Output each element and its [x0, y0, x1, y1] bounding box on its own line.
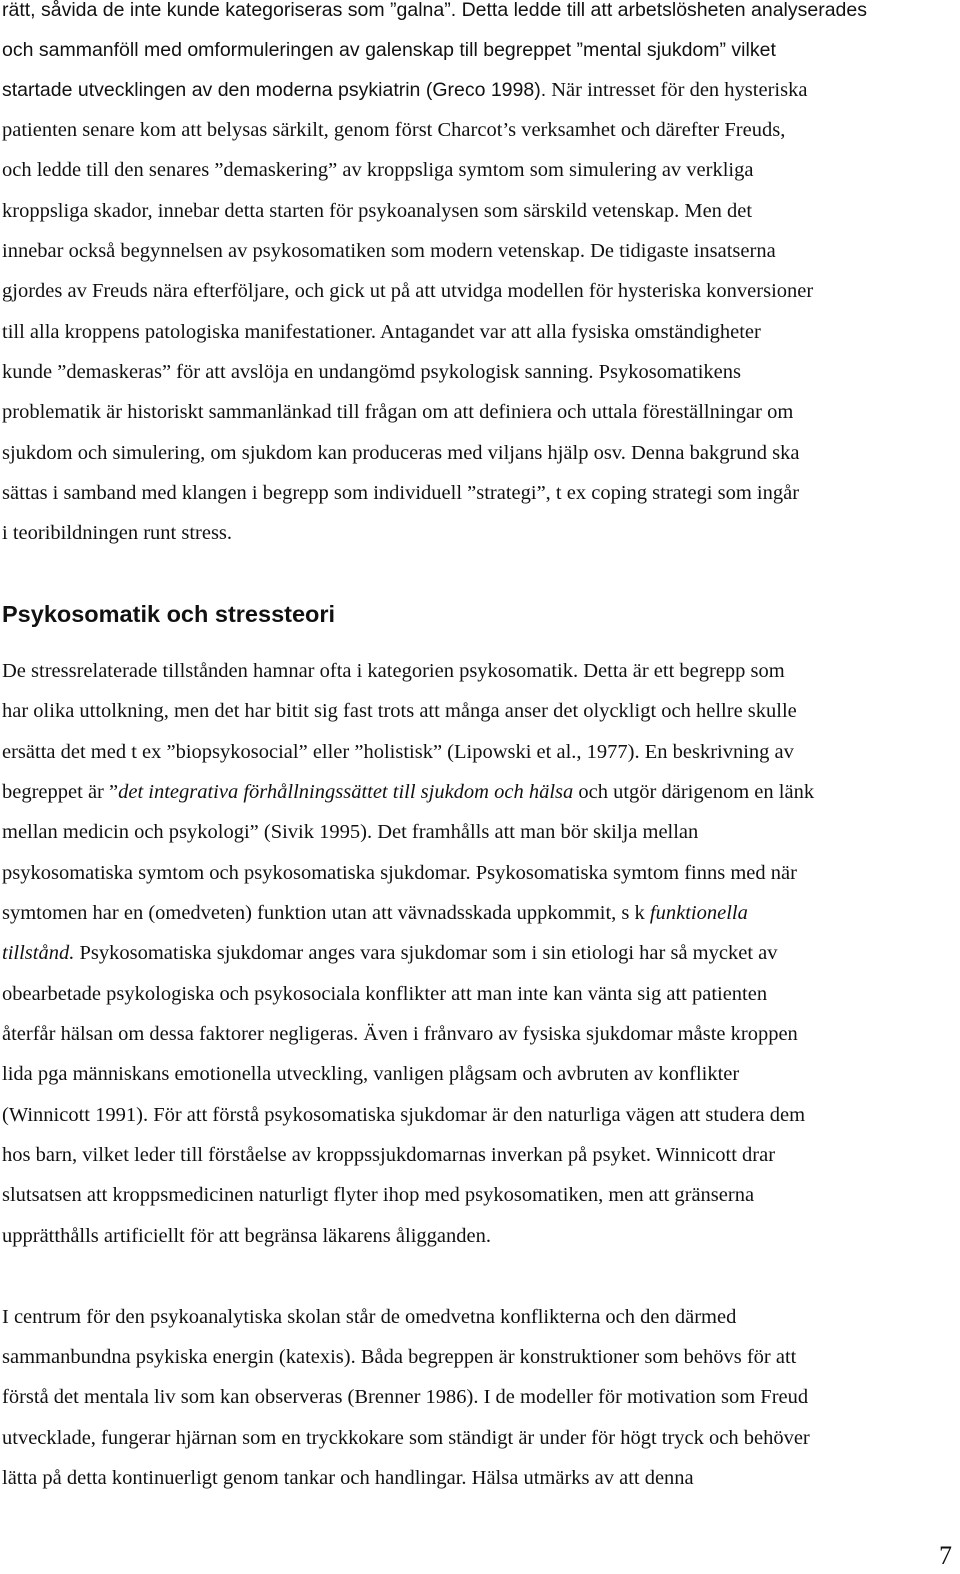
- paragraph-1-line-11: problematik är historiskt sammanlänkad till frågan om att definiera och uttala föreställningar om: [2, 401, 794, 423]
- paragraph-3-line-5: lätta på detta kontinuerligt genom tankar och handlingar. Hälsa utmärks av att denna: [2, 1467, 694, 1489]
- paragraph-2-line-9: obearbetade psykologiska och psykosociala konflikter att man inte kan vänta sig att patienten: [2, 983, 768, 1005]
- paragraph-2-line-8-post: Psykosomatiska sjukdomar anges vara sjukdomar som i sin etiologi har så mycket av: [74, 942, 778, 964]
- paragraph-1-line-8: gjordes av Freuds nära efterföljare, och gick ut på att utvidga modellen för hysteriska konversioner: [2, 280, 814, 302]
- paragraph-2-line-8-italic: tillstånd.: [2, 942, 75, 964]
- paragraph-2-line-12: (Winnicott 1991). För att förstå psykosomatiska sjukdomar är den naturliga vägen att studera dem: [2, 1104, 806, 1126]
- paragraph-1-line-7: innebar också begynnelsen av psykosomatiken som modern vetenskap. De tidigaste insatserna: [2, 240, 776, 262]
- paragraph-1-line-14: i teoribildningen runt stress.: [2, 522, 233, 544]
- paragraph-2-line-15: upprätthålls artificiellt för att begränsa läkarens åligganden.: [2, 1225, 491, 1247]
- paragraph-2-line-4: [2, 780, 814, 804]
- paragraph-1-line-3-part-b: När intresset för den hysteriska: [546, 79, 808, 101]
- paragraph-2-line-6: psykosomatiska symtom och psykosomatiska sjukdomar. Psykosomatiska symtom finns med när: [2, 862, 797, 884]
- page-number: 7: [939, 1541, 952, 1570]
- paragraph-1-line-3-part-a: startade utvecklingen av den moderna psykiatrin (Greco 1998).: [2, 79, 547, 101]
- paragraph-1-line-1: rätt, såvida de inte kunde kategoriseras som ”galna”. Detta ledde till att arbetslösheten analyserades: [2, 0, 867, 21]
- paragraph-2-line-1: De stressrelaterade tillstånden hamnar ofta i kategorien psykosomatik. Detta är ett begrepp som: [2, 660, 785, 682]
- paragraph-2-line-4-pre: begreppet är ”: [2, 781, 119, 803]
- paragraph-3-line-4: utvecklade, fungerar hjärnan som en tryckkokare som ständigt är under för högt tryck och behöver: [2, 1427, 810, 1449]
- paragraph-2-line-7-pre: symtomen har en (omedveten) funktion utan att vävnadsskada uppkommit, s k: [2, 902, 650, 924]
- paragraph-1-line-9: till alla kroppens patologiska manifestationer. Antagandet var att alla fysiska omständigheter: [2, 321, 761, 343]
- paragraph-1-line-12: sjukdom och simulering, om sjukdom kan produceras med viljans hjälp osv. Denna bakgrund ska: [2, 442, 800, 464]
- paragraph-2-line-10: återfår hälsan om dessa faktorer negligeras. Även i frånvaro av fysiska sjukdomar måste kroppen: [2, 1023, 798, 1045]
- paragraph-2-line-2: har olika uttolkning, men det har bitit sig fast trots att många anser det olyckligt och hellre skulle: [2, 700, 797, 722]
- paragraph-1-line-13: sättas i samband med klangen i begrepp som individuell ”strategi”, t ex coping strategi som ingår: [2, 482, 800, 504]
- paragraph-2-line-14: slutsatsen att kroppsmedicinen naturligt flyter ihop med psykosomatiken, men att gränserna: [2, 1184, 755, 1206]
- paragraph-1-line-2: och sammanföll med omformuleringen av galenskap till begreppet ”mental sjukdom” vilket: [2, 39, 776, 61]
- paragraph-2-line-4-italic: det integrativa förhållningssättet till sjukdom och hälsa: [118, 781, 574, 803]
- paragraph-1-line-5: och ledde till den senares ”demaskering” av kroppsliga symtom som simulering av verkliga: [2, 159, 754, 181]
- paragraph-3-line-3: förstå det mentala liv som kan observeras (Brenner 1986). I de modeller för motivation som Freud: [2, 1386, 809, 1408]
- paragraph-1-line-3: [2, 78, 807, 102]
- paragraph-1-line-6: kroppsliga skador, innebar detta starten för psykoanalysen som särskild vetenskap. Men det: [2, 200, 753, 222]
- paragraph-2-line-8: [2, 941, 778, 965]
- paragraph-2-line-4-post: och utgör därigenom en länk: [573, 781, 815, 803]
- paragraph-2-line-11: lida pga människans emotionella utveckling, vanligen plågsam och avbruten av konflikter: [2, 1063, 740, 1085]
- paragraph-2-line-5: mellan medicin och psykologi” (Sivik 1995). Det framhålls att man bör skilja mellan: [2, 821, 699, 843]
- paragraph-1-line-10: kunde ”demaskeras” för att avslöja en undangömd psykologisk sanning. Psykosomatikens: [2, 361, 742, 383]
- paragraph-2-line-13: hos barn, vilket leder till förståelse av kroppssjukdomarnas inverkan på psyket. Winnicott drar: [2, 1144, 776, 1166]
- paragraph-2-line-7: [2, 901, 748, 925]
- section-heading: Psykosomatik och stressteori: [2, 601, 336, 627]
- paragraph-3-line-1: I centrum för den psykoanalytiska skolan står de omedvetna konflikterna och den därmed: [2, 1306, 737, 1328]
- paragraph-3-line-2: sammanbundna psykiska energin (katexis). Båda begreppen är konstruktioner som behövs för att: [2, 1346, 797, 1368]
- paragraph-1-line-4: patienten senare kom att belysas särkilt, genom först Charcot’s verksamhet och därefter Freuds,: [2, 119, 786, 141]
- paragraph-2-line-3: ersätta det med t ex ”biopsykosocial” eller ”holistisk” (Lipowski et al., 1977). En beskrivning av: [2, 741, 794, 763]
- paragraph-2-line-7-italic: funktionella: [649, 902, 748, 924]
